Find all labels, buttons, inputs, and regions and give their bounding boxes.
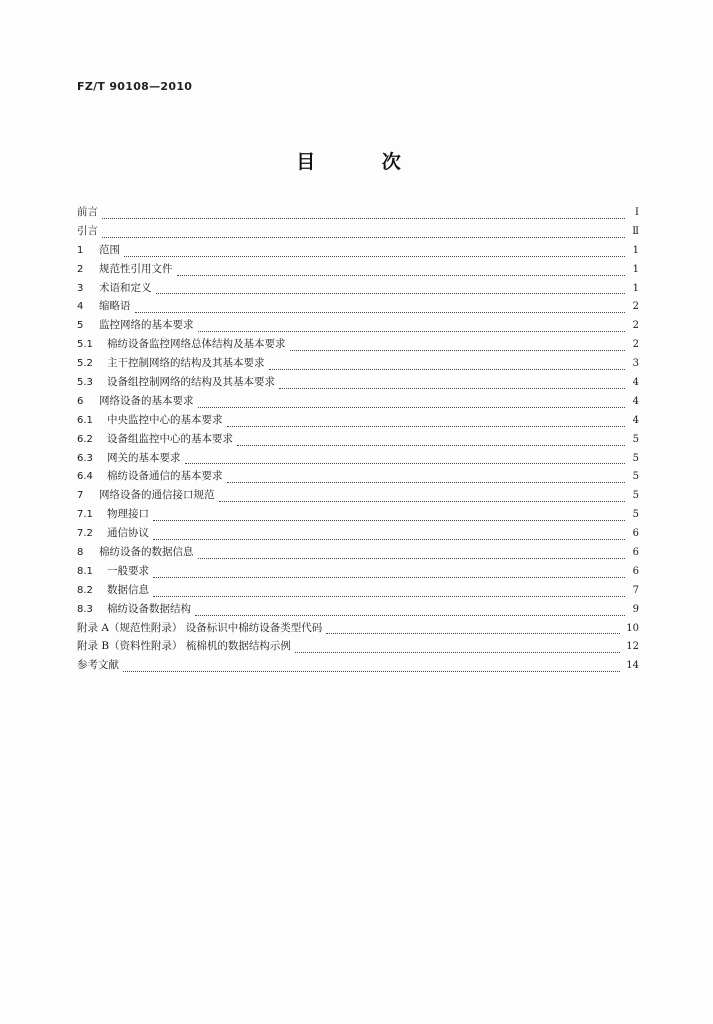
toc-entry-page: 6 xyxy=(632,547,639,559)
dot-leader xyxy=(198,407,626,408)
toc-entry-page: 4 xyxy=(632,395,639,407)
toc-entry-label: 网络设备的基本要求 xyxy=(99,394,194,407)
toc-entry-label: 附录 A（规范性附录） 设备标识中棉纺设备类型代码 xyxy=(77,621,323,634)
toc-entry[interactable] xyxy=(77,581,639,600)
toc-entry[interactable] xyxy=(77,656,639,675)
toc-entry-number: 6.1 xyxy=(77,414,93,426)
toc-entry-number: 5.3 xyxy=(77,377,93,389)
toc-entry-label: 监控网络的基本要求 xyxy=(99,319,194,332)
toc-entry[interactable] xyxy=(77,297,639,316)
toc-entry-page: 6 xyxy=(632,565,639,577)
toc-entry-number: 6.3 xyxy=(77,452,93,464)
toc-entry-label: 网络设备的通信接口规范 xyxy=(99,489,215,502)
toc-entry-number: 8.1 xyxy=(77,565,93,577)
toc-entry-page: Ⅱ xyxy=(632,225,639,237)
toc-entry-label: 附录 B（资料性附录） 梳棉机的数据结构示例 xyxy=(77,640,291,653)
toc-entry[interactable] xyxy=(77,505,639,524)
toc-entry-page: 12 xyxy=(626,641,639,653)
toc-entry-label: 棉纺设备通信的基本要求 xyxy=(107,470,223,483)
toc-entry[interactable] xyxy=(77,316,639,335)
toc-entry-number: 3 xyxy=(77,282,84,294)
dot-leader xyxy=(195,615,625,616)
dot-leader xyxy=(237,445,625,446)
toc-entry[interactable] xyxy=(77,467,639,486)
toc-entry-number: 5.2 xyxy=(77,358,93,370)
dot-leader xyxy=(227,482,626,483)
toc-entry[interactable] xyxy=(77,430,639,449)
toc-entry-label: 设备组监控中心的基本要求 xyxy=(107,432,233,445)
toc-entry-number: 8 xyxy=(77,547,84,559)
toc-entry[interactable] xyxy=(77,524,639,543)
toc-entry-page: 14 xyxy=(626,660,639,672)
toc-entry-label: 参考文献 xyxy=(77,659,119,672)
toc-entry-page: 4 xyxy=(632,414,639,426)
dot-leader xyxy=(153,520,625,521)
toc-entry-page: 5 xyxy=(632,471,639,483)
document-code: FZ/T 90108—2010 xyxy=(77,80,193,93)
toc-entry-label: 一般要求 xyxy=(107,564,149,577)
toc-entry-page: 10 xyxy=(626,622,639,634)
toc-entry-page: 5 xyxy=(632,433,639,445)
dot-leader xyxy=(185,463,626,464)
toc-entry-page: 9 xyxy=(632,603,639,615)
toc-entry-number: 6 xyxy=(77,395,84,407)
toc-entry-label: 通信协议 xyxy=(107,527,149,540)
toc-entry-label: 中央监控中心的基本要求 xyxy=(107,413,223,426)
toc-entry-label: 引言 xyxy=(77,224,98,237)
toc-entry[interactable] xyxy=(77,260,639,279)
toc-entry-number: 7.2 xyxy=(77,528,93,540)
toc-entry-page: 5 xyxy=(632,490,639,502)
toc-entry-page: 1 xyxy=(632,282,639,294)
toc-entry[interactable] xyxy=(77,486,639,505)
toc-entry[interactable] xyxy=(77,637,639,656)
toc-entry[interactable] xyxy=(77,279,639,298)
toc-entry-label: 前言 xyxy=(77,206,98,218)
dot-leader xyxy=(219,501,626,502)
toc-entry[interactable] xyxy=(77,373,639,392)
toc-entry-label: 主干控制网络的结构及其基本要求 xyxy=(107,357,265,370)
toc-entry-label: 物理接口 xyxy=(107,508,149,521)
toc-entry-label: 规范性引用文件 xyxy=(99,262,173,275)
dot-leader xyxy=(135,312,626,313)
toc-entry-page: 4 xyxy=(632,377,639,389)
toc-entry-number: 6.2 xyxy=(77,433,93,445)
toc-entry[interactable] xyxy=(77,600,639,619)
toc-entry[interactable] xyxy=(77,203,639,222)
toc-entry-number: 8.2 xyxy=(77,584,93,596)
toc-entry-label: 范围 xyxy=(99,243,120,256)
toc-entry-number: 8.3 xyxy=(77,603,93,615)
toc-entry-number: 6.4 xyxy=(77,471,93,483)
dot-leader xyxy=(177,275,626,276)
toc-entry[interactable] xyxy=(77,411,639,430)
toc-entry[interactable] xyxy=(77,241,639,260)
toc-title: 目 次 xyxy=(296,151,431,173)
dot-leader xyxy=(269,369,626,370)
toc-entry-number: 4 xyxy=(77,301,84,313)
dot-leader xyxy=(153,577,625,578)
table-of-contents xyxy=(77,203,639,675)
toc-entry-number: 2 xyxy=(77,263,84,275)
toc-entry[interactable] xyxy=(77,449,639,468)
toc-entry-label: 设备组控制网络的结构及其基本要求 xyxy=(107,376,275,389)
toc-entry-label: 网关的基本要求 xyxy=(107,451,181,464)
dot-leader xyxy=(290,350,626,351)
dot-leader xyxy=(102,237,625,238)
toc-entry-label: 缩略语 xyxy=(99,300,131,313)
toc-entry-number: 5.1 xyxy=(77,339,93,351)
toc-entry-number: 1 xyxy=(77,244,84,256)
toc-entry-page: 2 xyxy=(632,320,639,332)
toc-entry-label: 棉纺设备的数据信息 xyxy=(99,546,194,559)
toc-entry-page: 5 xyxy=(632,452,639,464)
toc-entry-number: 7 xyxy=(77,490,84,502)
dot-leader xyxy=(153,539,625,540)
toc-entry-page: 7 xyxy=(632,584,639,596)
dot-leader xyxy=(124,256,625,257)
toc-entry-page: 5 xyxy=(632,509,639,521)
toc-entry-label: 棉纺设备监控网络总体结构及基本要求 xyxy=(107,338,286,351)
toc-entry-page: 6 xyxy=(632,528,639,540)
dot-leader xyxy=(156,293,626,294)
toc-entry[interactable] xyxy=(77,335,639,354)
toc-entry-page: 2 xyxy=(632,339,639,351)
toc-entry-page: Ⅰ xyxy=(635,207,639,218)
dot-leader xyxy=(198,331,626,332)
toc-entry-number: 7.1 xyxy=(77,509,93,521)
toc-entry-label: 棉纺设备数据结构 xyxy=(107,602,191,615)
toc-entry[interactable] xyxy=(77,392,639,411)
toc-entry-label: 数据信息 xyxy=(107,583,149,596)
toc-entry[interactable] xyxy=(77,619,639,638)
dot-leader xyxy=(153,596,625,597)
toc-entry-page: 2 xyxy=(632,301,639,313)
toc-entry-page: 3 xyxy=(632,358,639,370)
toc-entry[interactable] xyxy=(77,543,639,562)
dot-leader xyxy=(198,558,626,559)
toc-entry-page: 1 xyxy=(632,244,639,256)
toc-entry-label: 术语和定义 xyxy=(99,281,152,294)
dot-leader xyxy=(227,426,626,427)
toc-entry-number: 5 xyxy=(77,320,84,332)
toc-entry-page: 1 xyxy=(632,263,639,275)
toc-entry[interactable] xyxy=(77,562,639,581)
dot-leader xyxy=(295,652,620,653)
dot-leader xyxy=(123,671,620,672)
dot-leader xyxy=(102,218,625,219)
toc-entry[interactable] xyxy=(77,354,639,373)
dot-leader xyxy=(326,633,620,634)
dot-leader xyxy=(279,388,625,389)
toc-entry[interactable] xyxy=(77,222,639,241)
